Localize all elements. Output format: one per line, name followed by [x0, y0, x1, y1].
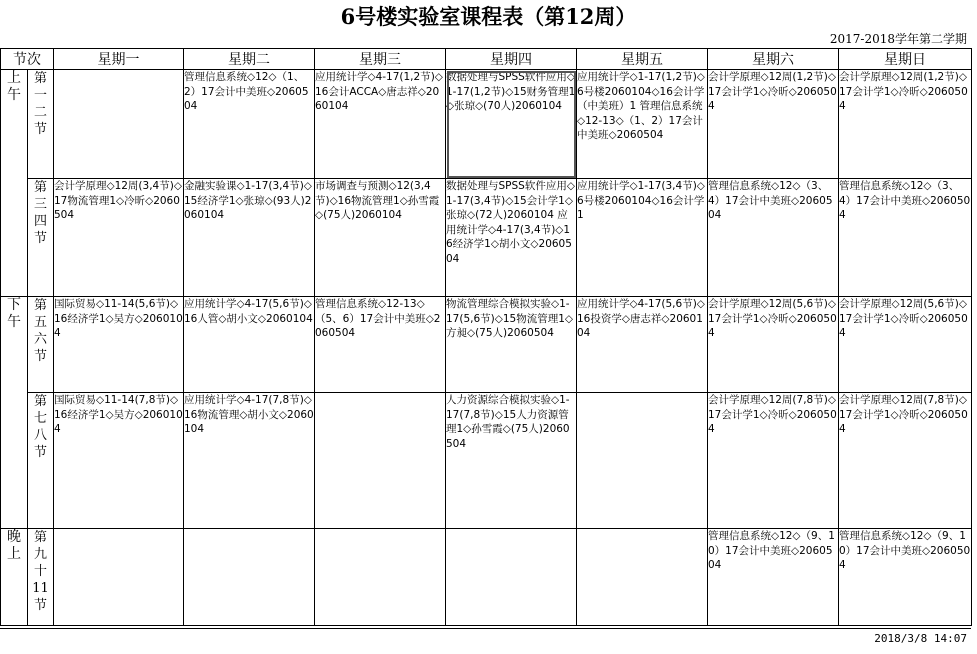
period-label: 第七八节 — [28, 393, 54, 529]
schedule-cell[interactable] — [54, 529, 184, 626]
schedule-cell[interactable]: 人力资源综合模拟实验◇1-17(7,8节)◇15人力资源管理1◇孙雪霞◇(75人)2060504 — [446, 393, 577, 529]
header-day: 星期三 — [315, 49, 446, 70]
header-day: 星期二 — [184, 49, 315, 70]
schedule-cell[interactable] — [577, 393, 708, 529]
header-day: 星期四 — [446, 49, 577, 70]
footer-divider — [0, 628, 971, 629]
schedule-cell[interactable]: 管理信息系统◇12◇（3、4）17会计中美班◇2060504 — [708, 179, 839, 297]
schedule-cell[interactable]: 应用统计学◇4-17(5,6节)◇16人管◇胡小文◇2060104 — [184, 297, 315, 393]
schedule-cell[interactable]: 应用统计学◇1-17(3,4节)◇6号楼2060104◇16会计学1 — [577, 179, 708, 297]
schedule-cell[interactable]: 物流管理综合模拟实验◇1-17(5,6节)◇15物流管理1◇方昶◇(75人)2060504 — [446, 297, 577, 393]
schedule-table — [0, 48, 972, 626]
print-timestamp: 2018/3/8 14:07 — [874, 632, 967, 645]
schedule-cell[interactable]: 数据处理与SPSS软件应用◇1-17(3,4节)◇15会计学1◇张琼◇(72人)2060104 应用统计学◇4-17(3,4节)◇16经济学1◇胡小文◇2060504 — [446, 179, 577, 297]
schedule-cell[interactable]: 管理信息系统◇12◇（9、10）17会计中美班◇2060504 — [708, 529, 839, 626]
period-label: 第三四节 — [28, 179, 54, 297]
schedule-cell[interactable]: 会计学原理◇12周(1,2节)◇17会计学1◇冷昕◇2060504 — [708, 70, 839, 179]
slot-morning: 上午 — [1, 70, 28, 297]
schedule-cell[interactable] — [446, 529, 577, 626]
table-row — [1, 70, 972, 179]
schedule-cell[interactable] — [54, 70, 184, 179]
schedule-cell[interactable] — [184, 529, 315, 626]
header-day: 星期五 — [577, 49, 708, 70]
schedule-cell[interactable]: 金融实验课◇1-17(3,4节)◇15经济学1◇张琼◇(93人)2060104 — [184, 179, 315, 297]
header-day: 星期六 — [708, 49, 839, 70]
header-day: 星期一 — [54, 49, 184, 70]
schedule-cell[interactable]: 国际贸易◇11-14(7,8节)◇16经济学1◇吴方◇2060104 — [54, 393, 184, 529]
schedule-cell[interactable]: 管理信息系统◇12◇（3、4）17会计中美班◇2060504 — [839, 179, 972, 297]
header-day: 星期日 — [839, 49, 972, 70]
schedule-cell[interactable]: 会计学原理◇12周(5,6节)◇17会计学1◇冷昕◇2060504 — [839, 297, 972, 393]
table-row — [1, 179, 972, 297]
schedule-cell[interactable]: 会计学原理◇12周(5,6节)◇17会计学1◇冷昕◇2060504 — [708, 297, 839, 393]
slot-evening: 晚上 — [1, 529, 28, 626]
semester-label: 2017-2018学年第二学期 — [829, 32, 967, 46]
period-label: 第九十11节 — [28, 529, 54, 626]
slot-afternoon: 下午 — [1, 297, 28, 529]
schedule-cell[interactable] — [315, 393, 446, 529]
period-label: 第一二节 — [28, 70, 54, 179]
table-row — [1, 393, 972, 529]
schedule-cell[interactable]: 应用统计学◇4-17(1,2节)◇16会计ACCA◇唐志祥◇2060104 — [315, 70, 446, 179]
schedule-cell[interactable]: 国际贸易◇11-14(5,6节)◇16经济学1◇吴方◇2060104 — [54, 297, 184, 393]
period-label: 第五六节 — [28, 297, 54, 393]
schedule-cell[interactable] — [577, 529, 708, 626]
schedule-cell[interactable]: 管理信息系统◇12◇（1、2）17会计中美班◇2060504 — [184, 70, 315, 179]
page-title: 6号楼实验室课程表（第12周） — [340, 4, 637, 29]
schedule-cell[interactable]: 会计学原理◇12周(1,2节)◇17会计学1◇冷昕◇2060504 — [839, 70, 972, 179]
schedule-cell[interactable]: 应用统计学◇1-17(1,2节)◇6号楼2060104◇16会计学（中美班）1 管理信息系统◇12-13◇（1、2）17会计中美班◇2060504 — [577, 70, 708, 179]
schedule-cell[interactable]: 管理信息系统◇12-13◇（5、6）17会计中美班◇2060504 — [315, 297, 446, 393]
schedule-cell[interactable]: 会计学原理◇12周(7,8节)◇17会计学1◇冷昕◇2060504 — [708, 393, 839, 529]
header-row — [1, 49, 972, 70]
header-slot: 节次 — [1, 49, 54, 70]
schedule-cell-selected[interactable]: 数据处理与SPSS软件应用◇1-17(1,2节)◇15财务管理1◇张琼◇(70人)2060104 — [446, 70, 577, 179]
schedule-cell[interactable]: 管理信息系统◇12◇（9、10）17会计中美班◇2060504 — [839, 529, 972, 626]
schedule-cell[interactable]: 应用统计学◇4-17(7,8节)◇16物流管理◇胡小文◇2060104 — [184, 393, 315, 529]
table-row — [1, 529, 972, 626]
schedule-cell[interactable] — [315, 529, 446, 626]
schedule-cell[interactable]: 市场调查与预测◇12(3,4节)◇16物流管理1◇孙雪霞◇(75人)2060104 — [315, 179, 446, 297]
schedule-cell[interactable]: 会计学原理◇12周(7,8节)◇17会计学1◇冷昕◇2060504 — [839, 393, 972, 529]
schedule-cell[interactable]: 会计学原理◇12周(3,4节)◇17物流管理1◇冷昕◇2060504 — [54, 179, 184, 297]
schedule-cell[interactable]: 应用统计学◇4-17(5,6节)◇16投资学◇唐志祥◇2060104 — [577, 297, 708, 393]
table-row — [1, 297, 972, 393]
